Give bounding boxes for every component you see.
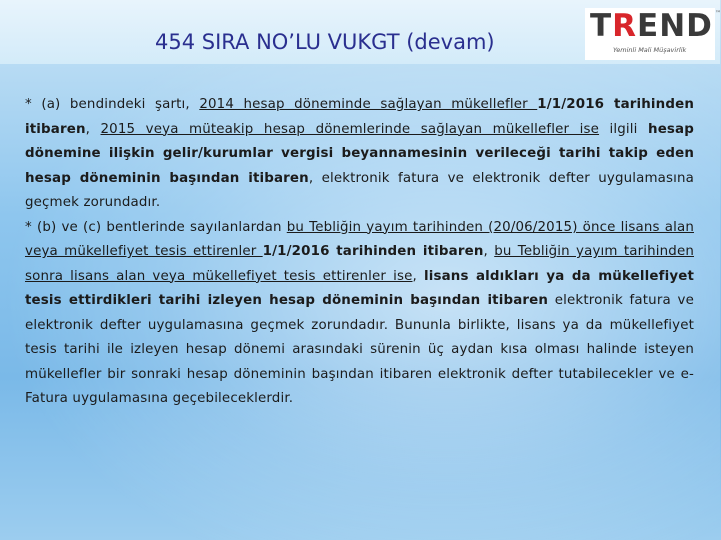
trend-logo <box>585 8 721 60</box>
para-a-text-1: * (a) bendindeki şartı, <box>25 97 200 112</box>
page-title: 454 SIRA NO’LU VUKGT (devam) <box>155 30 495 54</box>
para-b-text-7: lisans aldıkları ya da mükellefiyet tesis ettirdikleri tarihi izleyen hesap döneminin başından itibaren <box>25 268 694 308</box>
para-b-text-1: * (b) ve (c) bentlerinde sayılanlardan <box>25 219 287 235</box>
para-a-text-3: 1/1/2016 tarihinden itibaren <box>25 97 694 137</box>
para-b-text-4: , <box>483 244 495 259</box>
paragraph-b <box>25 216 694 412</box>
para-a-text-2: 2014 hesap döneminde sağlayan mükellefler <box>199 97 538 112</box>
logo-letter-t: T <box>590 8 613 44</box>
para-b-text-8: elektronik fatura ve elektronik defter uygulamasına geçmek zorundadır. Bununla birlikte, lisans ya da mükellefiyet tesis tarihi ile izleyen hesap dönemi arasındaki sürenin üç aydan kısa olması halinde isteyen mükellefler bir sonraki hesap döneminin başından itibaren elektronik defter tutabilecekler ve e-Fatura uygulamasına geçebileceklerdir. <box>25 293 694 406</box>
para-b-text-5: bu Tebliğin yayım tarihinden sonra lisans alan veya mükellefiyet tesis ettirenler ise <box>25 244 694 284</box>
logo-letter-r: R <box>612 8 638 44</box>
logo-tagline: Yeminli Mali Müşavirlik <box>613 46 687 54</box>
para-a-text-6: ilgili <box>599 121 649 137</box>
para-a-text-8: , elektronik fatura ve elektronik defter uygulamasına geçmek zorundadır. <box>25 170 694 210</box>
logo-wordmark <box>590 8 713 44</box>
logo-letters-end: END <box>637 8 713 44</box>
para-b-text-6: , <box>412 268 424 284</box>
logo-trademark: ™ <box>715 10 721 17</box>
para-b-text-3: 1/1/2016 tarihinden itibaren <box>262 244 484 259</box>
paragraph-a <box>25 93 694 216</box>
para-a-text-4: , <box>85 121 101 137</box>
content-body <box>25 93 694 412</box>
para-a-text-5: 2015 veya müteakip hesap dönemlerinde sağlayan mükellefler ise <box>100 121 600 137</box>
para-a-text-7: hesap dönemine ilişkin gelir/kurumlar vergisi beyannamesinin verileceği tarihi takip eden hesap döneminin başından itibaren <box>25 121 694 186</box>
para-b-text-2: bu Tebliğin yayım tarihinden (20/06/2015) önce lisans alan veya mükellefiyet tesis ettirenler <box>25 219 694 259</box>
